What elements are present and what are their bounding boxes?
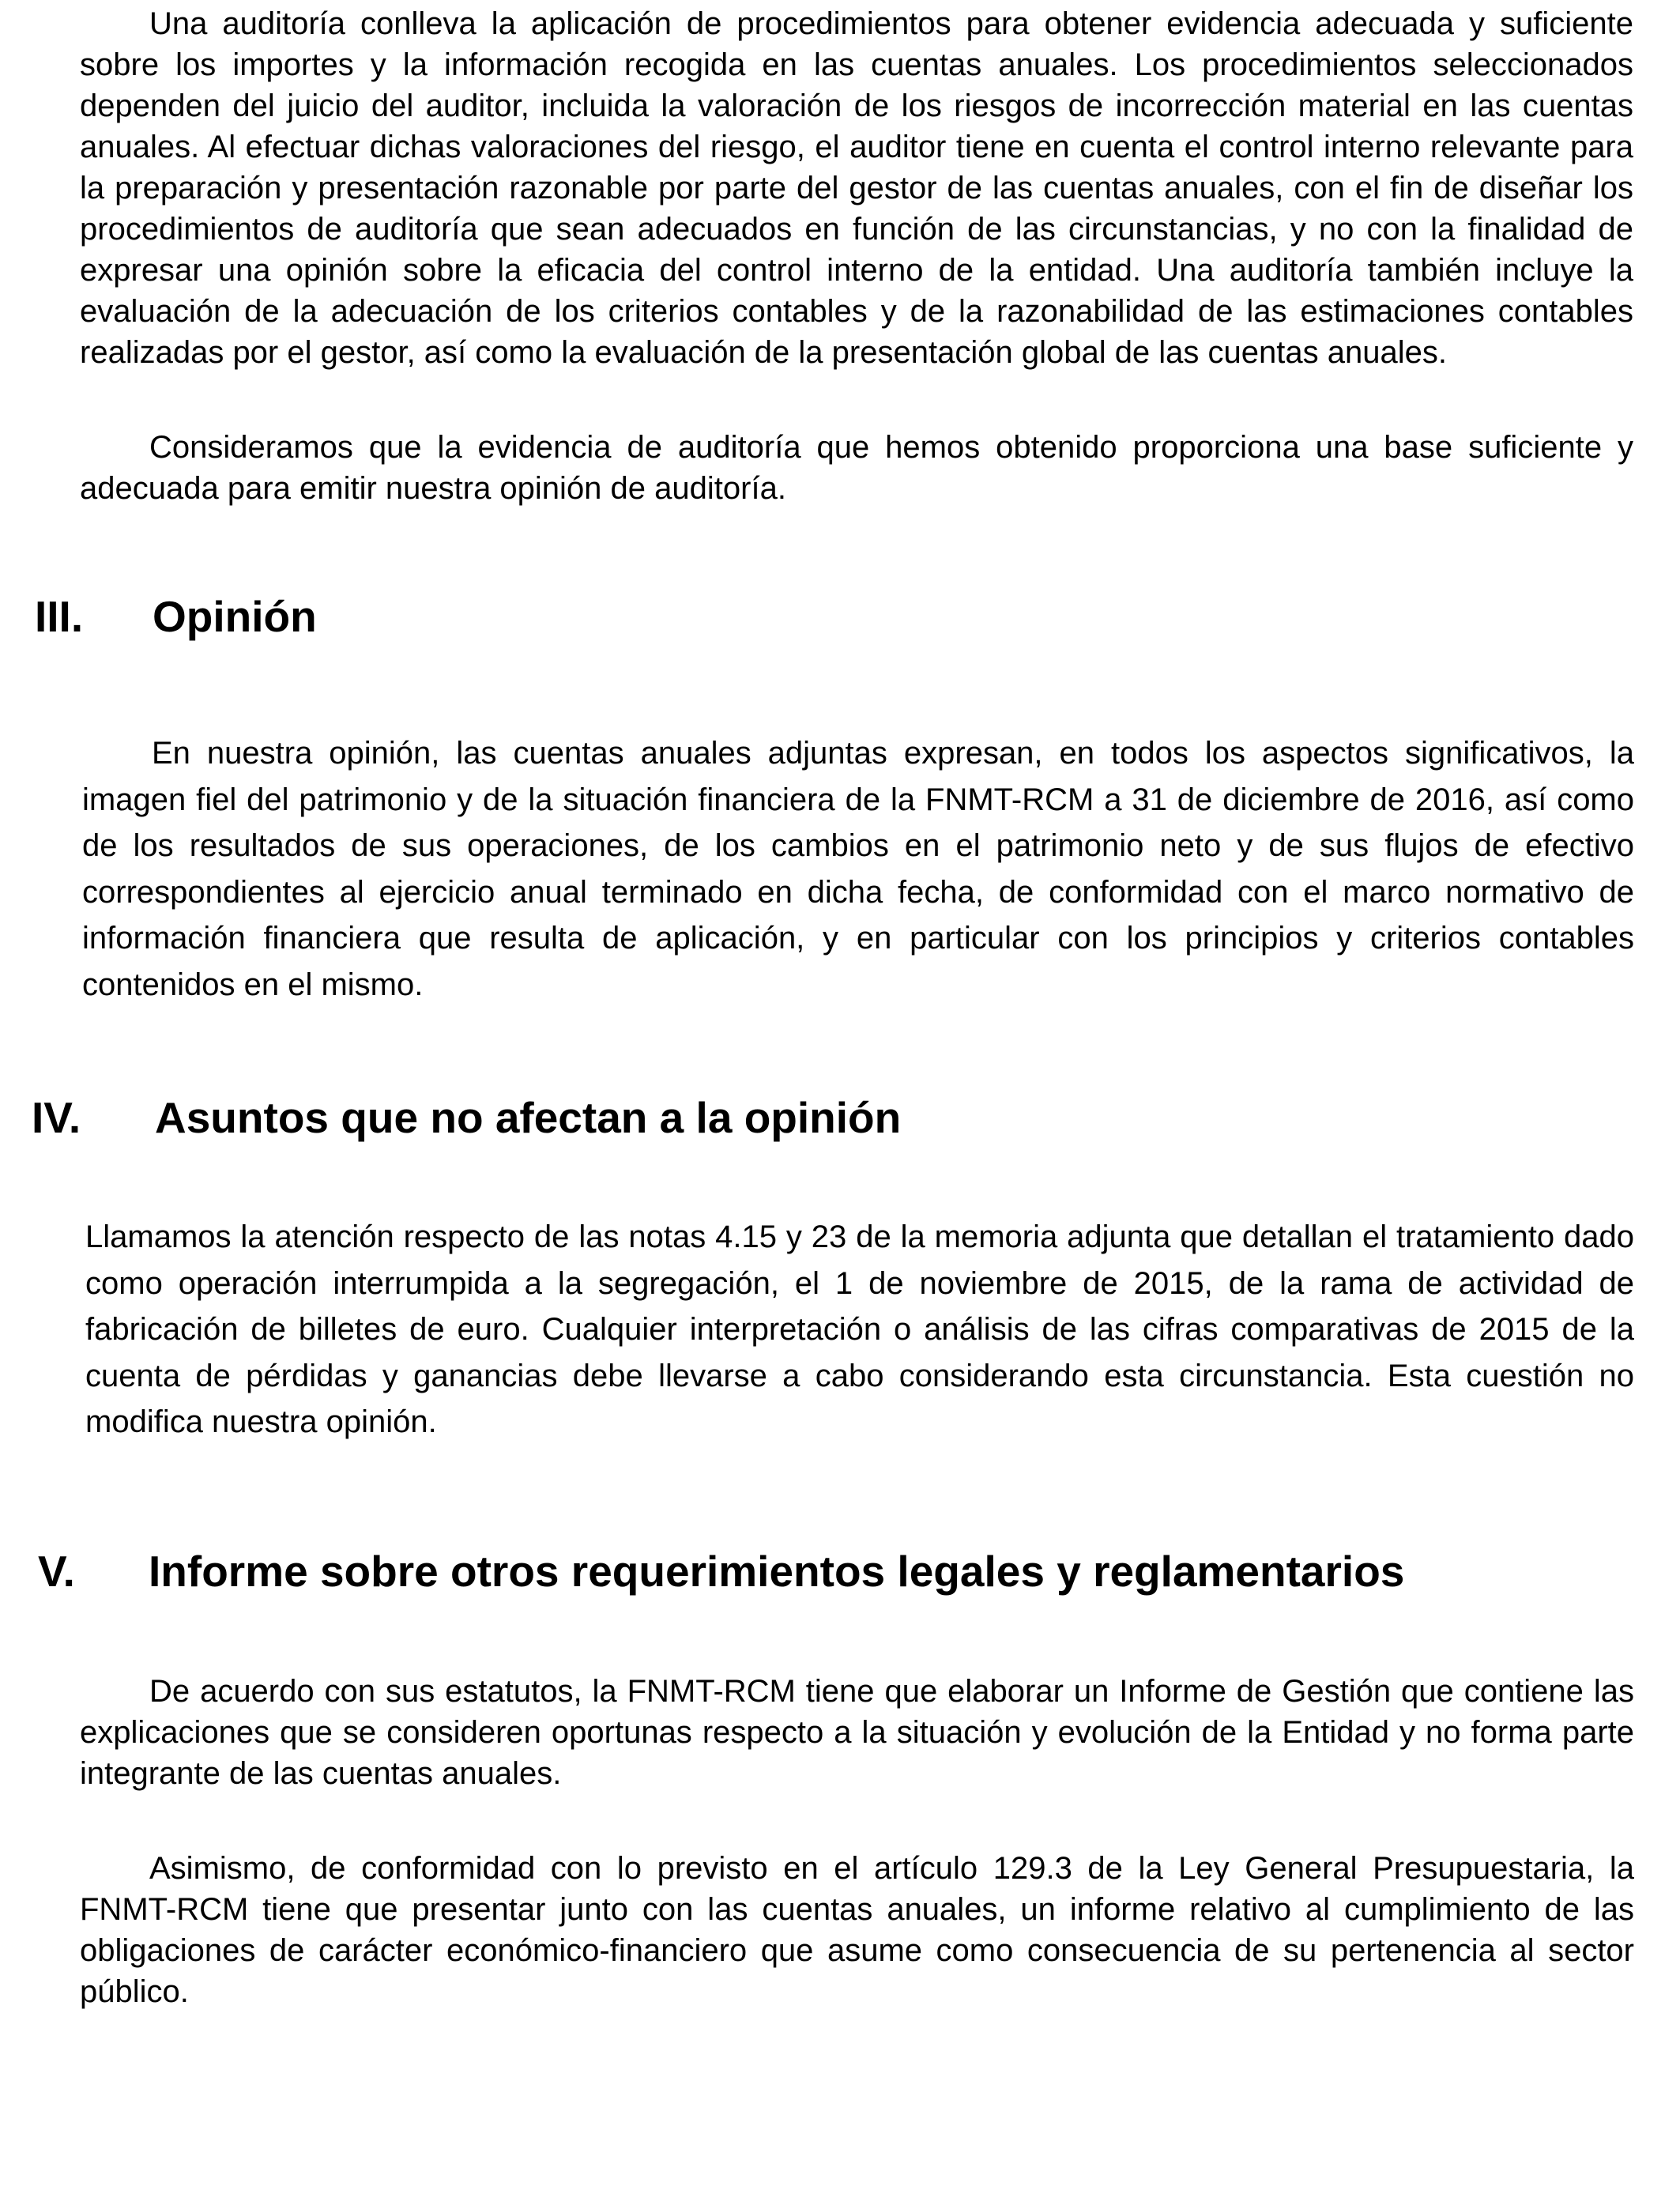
section-title-matters: Asuntos que no afectan a la opinión <box>155 1093 902 1142</box>
section-title-legal: Informe sobre otros requerimientos legales y reglamentarios <box>149 1547 1405 1596</box>
section-number-opinion: III. <box>35 592 84 641</box>
section-number-legal: V. <box>38 1547 75 1596</box>
paragraph-evidence-sufficient: Consideramos que la evidencia de auditoría que hemos obtenido proporciona una base suficiente y adecuada para emitir nuestra opinión de auditoría. <box>80 430 1633 506</box>
paragraph-legal-budget-law: Asimismo, de conformidad con lo previsto en el artículo 129.3 de la Ley General Presupuestaria, la FNMT-RCM tiene que presentar junto con las cuentas anuales, un informe relativo al cumplimiento de las obligaciones de carácter económico-financiero que asume como consecuencia de su pertenencia al sector público. <box>80 1851 1634 2009</box>
paragraph-matters: Llamamos la atención respecto de las notas 4.15 y 23 de la memoria adjunta que detallan el tratamiento dado como operación interrumpida a la segregación, el 1 de noviembre de 2015, de la rama de actividad de fabricación de billetes de euro. Cualquier interpretación o análisis de las cifras comparativas de 2015 de la cuenta de pérdidas y ganancias debe llevarse a cabo considerando esta circunstancia. Esta cuestión no modifica nuestra opinión. <box>85 1220 1634 1439</box>
paragraph-audit-procedures: Una auditoría conlleva la aplicación de procedimientos para obtener evidencia adecuada y suficiente sobre los importes y la información recogida en las cuentas anuales. Los procedimientos seleccionados dependen del juicio del auditor, incluida la valoración de los riesgos de incorrección material en las cuentas anuales. Al efectuar dichas valoraciones del riesgo, el auditor tiene en cuenta el control interno relevante para la preparación y presentación razonable por parte del gestor de las cuentas anuales, con el fin de diseñar los procedimientos de auditoría que sean adecuados en función de las circunstancias, y no con la finalidad de expresar una opinión sobre la eficacia del control interno de la entidad. Una auditoría también incluye la evaluación de la adecuación de los criterios contables y de la razonabilidad de las estimaciones contables realizadas por el gestor, así como la evaluación de la presentación global de las cuentas anuales. <box>80 6 1633 370</box>
paragraph-opinion: En nuestra opinión, las cuentas anuales adjuntas expresan, en todos los aspectos significativos, la imagen fiel del patrimonio y de la situación financiera de la FNMT-RCM a 31 de diciembre de 2016, así como de los resultados de sus operaciones, de los cambios en el patrimonio neto y de sus flujos de efectivo correspondientes al ejercicio anual terminado en dicha fecha, de conformidad con el marco normativo de información financiera que resulta de aplicación, y en particular con los principios y criterios contables contenidos en el mismo. <box>82 736 1634 1002</box>
section-title-opinion: Opinión <box>153 592 317 641</box>
paragraph-legal-statutes: De acuerdo con sus estatutos, la FNMT-RCM tiene que elaborar un Informe de Gestión que contiene las explicaciones que se consideren oportunas respecto a la situación y evolución de la Entidad y no forma parte integrante de las cuentas anuales. <box>80 1674 1634 1791</box>
section-number-matters: IV. <box>32 1093 81 1142</box>
